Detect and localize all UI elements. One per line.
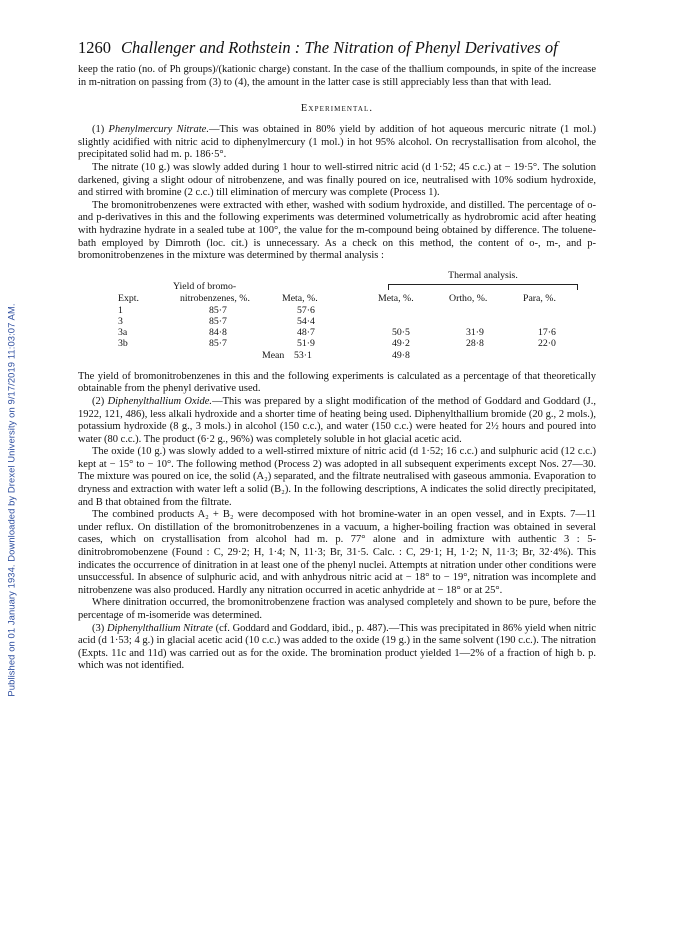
item-label: (1)	[92, 124, 109, 136]
item-title: Diphenylthallium Nitrate	[106, 622, 213, 634]
item-label: (3)	[92, 622, 107, 634]
running-title: Challenger and Rothstein : The Nitration of Phenyl Derivatives of	[121, 38, 558, 57]
row-3-thermal-meta: 50·5	[392, 326, 410, 338]
results-table	[78, 269, 596, 361]
section-heading: Experimental.	[300, 103, 374, 115]
intro-paragraph: keep the ratio (no. of Ph groups)/(kationic charge) constant. In the case of the thallium compounds, in spite of the increase in m-nitration on passing from (3) to (4), the amount in the latter case is still appreciably less than that with lead.	[78, 64, 596, 88]
item-title: Diphenylthallium Oxide.	[107, 395, 213, 407]
row-2-yield: 85·7	[209, 315, 227, 327]
item-text: —This was obtained in 80% yield by addition of hot aqueous mercuric nitrate (1 mol.) slightly acidified with nitric acid to diphenylmercury (1 mol.) in hot 95% alcohol. On recrystallisation from alcohol, the precipitated solid had m. p. 186·5°.	[78, 124, 596, 161]
item-text: —This was prepared by a slight modification of the method of Goddard and Goddard (J., 1922, 121, 486), less alkali hydroxide and a shorter time of heating being used. Diphenylthallium bromide (20 g., 2 mols.), potassium hydroxide (8 g., 3 mols.) in alcohol (150 c.c.), and water (150 c.c.) were heated for 2½ hours and poured into water (80 c.c.). The product (6·2 g., 96%) was completely soluble in hot glacial acetic acid.	[78, 395, 597, 445]
row-3-meta: 48·7	[297, 326, 315, 338]
row-1-expt: 1	[118, 304, 123, 316]
col-expt: Expt.	[118, 292, 139, 304]
col-meta: Meta, %.	[282, 292, 318, 304]
running-header	[78, 38, 596, 58]
thermal-header: Thermal analysis.	[448, 269, 518, 281]
watermark-text: Published on 01 January 1934. Downloaded by Drexel University on 9/17/2019 11:03:07 AM.	[5, 303, 17, 697]
item-text: (cf. Goddard and Goddard, ibid., p. 487).—This was precipitated in 86% yield when nitric acid (d 1·53; 4 g.) in glacial acetic acid (10 c.c.) was added to the oxide (19 g.) in the same solvent (190 c.c.). The nitration (Expts. 11c and 11d) was carried out as for the oxide. The bromination product yielded 1—2% of a fraction of high b. p. which was not identified.	[78, 622, 596, 672]
paragraph-dinitration: Where dinitration occurred, the bromonitrobenzene fraction was analysed completely and shown to be pure, before the percentage of m-isomeride was determined.	[78, 597, 596, 621]
row-3-ortho: 31·9	[466, 326, 484, 338]
col-thermal-meta: Meta, %.	[378, 292, 414, 304]
mean-meta: 53·1	[294, 349, 312, 361]
mean-label: Mean	[262, 349, 285, 361]
paragraph-diphenylthallium-oxide	[78, 396, 596, 446]
col-para: Para, %.	[523, 292, 556, 304]
row-4-para: 22·0	[538, 337, 556, 349]
page-number: 1260	[78, 38, 111, 57]
row-1-meta: 57·6	[297, 304, 315, 316]
download-watermark	[0, 0, 22, 936]
row-3-yield: 84·8	[209, 326, 227, 338]
paragraph-oxide-nitration: The oxide (10 g.) was slowly added to a well-stirred mixture of nitric acid (d 1·52; 16 c.c.) and sulphuric acid (12 c.c.) kept at − 15° to − 10°. The following method (Process 2) was adopted in all subsequent experiments except Nos. 27—30. The mixture was poured on ice, the solid (A₂) separated, and the filtrate neutralised with gaseous ammonia. Evaporation to dryness and extraction with water left a solid (B₂). In the following descriptions, A indicates the solid directly precipitated, and B that obtained from the filtrate.	[78, 446, 596, 508]
row-3-para: 17·6	[538, 326, 556, 338]
mean-thermal-meta: 49·8	[392, 349, 410, 361]
row-4-meta: 51·9	[297, 337, 315, 349]
row-4-expt: 3b	[118, 337, 128, 349]
col-ortho: Ortho, %.	[449, 292, 488, 304]
row-1-yield: 85·7	[209, 304, 227, 316]
paragraph-nitration: The nitrate (10 g.) was slowly added during 1 hour to well-stirred nitric acid (d 1·52; 45 c.c.) at − 19·5°. The solution darkened, giving a slight odour of nitrobenzene, and was finally poured on ice, neutralised with 10% sodium hydroxide, and stirred with bromine (2 c.c.) till elimination of mercury was complete (Process 1).	[78, 161, 596, 199]
col-yield-line2: nitrobenzenes, %.	[180, 292, 250, 304]
page-body	[78, 38, 596, 673]
paragraph-diphenylthallium-nitrate	[78, 623, 596, 673]
paragraph-combined-products: The combined products A₂ + B₂ were decomposed with hot bromine-water in an open vessel, and in Expts. 7—11 under reflux. On distillation of the bromonitrobenzenes in a vacuum, a higher-boiling fraction was obtained in several cases, which on crystallisation from alcohol had m. p. 77° alone and in admixture with authentic 3 : 5-dinitrobromobenzene (Found : C, 29·2; H, 1·4; N, 11·3; Br, 31·5. Calc. : C, 29·1; H, 1·2; N, 11·3; Br, 32·4%). This indicates the occurrence of dinitration in at least one of the phenyl nuclei. Attempts at nitration under other conditions were unsuccessful. In absence of sulphuric acid, and with anhydrous nitric acid at − 18° to − 19°, nitration was incomplete and nitrobenzene was also produced. Hardly any nitration occurred in acetic anhydride at − 18° or at 25°.	[78, 509, 596, 596]
col-yield-line1: Yield of bromo-	[173, 280, 237, 292]
row-4-yield: 85·7	[209, 337, 227, 349]
row-4-thermal-meta: 49·2	[392, 337, 410, 349]
row-2-expt: 3	[118, 315, 123, 327]
paragraph-yield-note: The yield of bromonitrobenzenes in this and the following experiments is calculated as a percentage of that theoretically obtainable from the phenyl derivative used.	[78, 370, 596, 395]
row-2-meta: 54·4	[297, 315, 315, 327]
paragraph-bromonitrobenzenes: The bromonitrobenzenes were extracted with ether, washed with sodium hydroxide, and distilled. The percentage of o- and p-derivatives in this and the following experiments was determined volumetrically as hydrobromic acid after heating with hydrazine hydrate in a sealed tube at 100°, the value for the m-compound being obtained by difference. The toluene-bath employed by Dimroth (loc. cit.) is unnecessary. As a check on this method, the content of o-, m-, and p-bromonitrobenzenes in the mixture was determined by thermal analysis :	[78, 199, 596, 262]
item-title: Phenylmercury Nitrate.	[108, 124, 209, 136]
paragraph-phenylmercury	[78, 124, 596, 162]
row-3-expt: 3a	[118, 326, 128, 338]
thermal-brace	[388, 284, 578, 290]
row-4-ortho: 28·8	[466, 337, 484, 349]
item-label: (2)	[92, 395, 108, 407]
